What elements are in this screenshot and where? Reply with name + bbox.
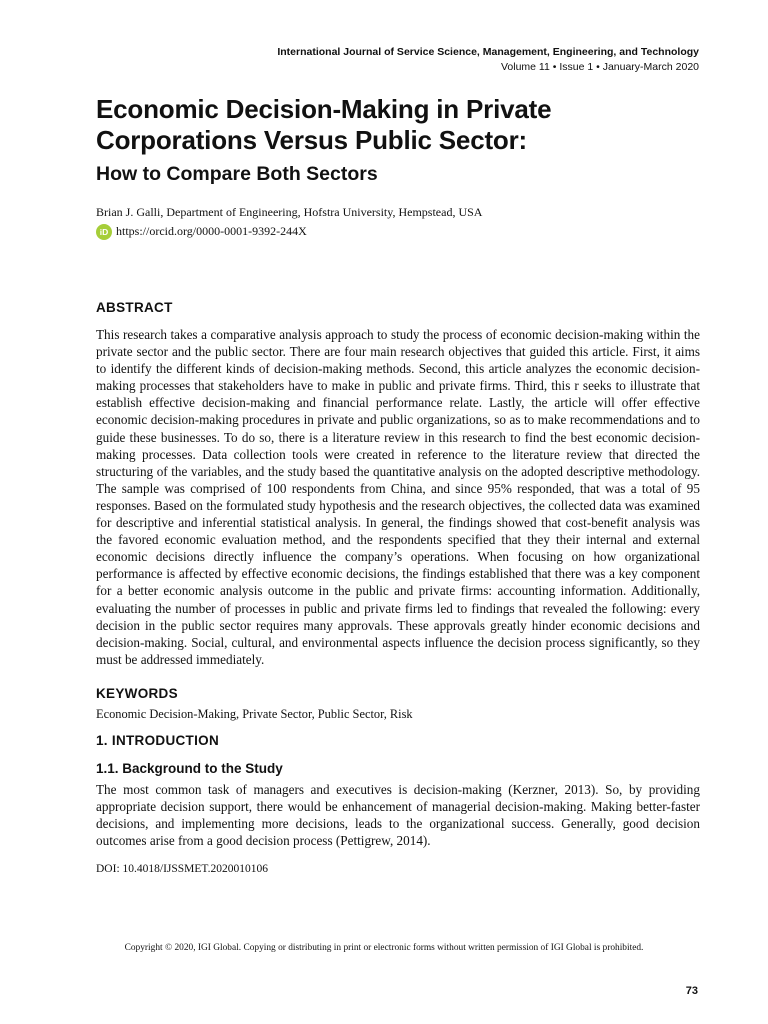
orcid-icon[interactable]: iD xyxy=(96,224,112,240)
journal-header xyxy=(277,45,699,75)
introduction-text: The most common task of managers and executives is decision-making (Kerzner, 2013). So, by providing appropriate decision support, there would be enhancement of managerial decision-making. Making better-faster decisions, and implementing more decisions, leads to the organizational success. Generally, good decision outcomes arise from a good decision process (Pettigrew, 2014). xyxy=(96,781,700,849)
abstract-heading: ABSTRACT xyxy=(96,300,173,315)
doi[interactable]: DOI: 10.4018/IJSSMET.2020010106 xyxy=(96,863,268,876)
keywords-text: Economic Decision-Making, Private Sector, Public Sector, Risk xyxy=(96,706,413,721)
author-affiliation: Brian J. Galli, Department of Engineering, Hofstra University, Hempstead, USA xyxy=(96,205,483,219)
orcid-row xyxy=(96,223,700,240)
abstract-text: This research takes a comparative analysis approach to study the process of economic decision-making within the private sector and the public sector. There are four main research objectives that guided this article. First, it aims to identify the different kinds of decision-making methods. Second, this article analyzes the economic decision-making processes that stakeholders have to make in public and private firms. Third, this r seeks to illustrate that establish effective decision-making and financial performance relate. Lastly, the article will offer effective economic decision-making procedures in private and public organizations, so as to make recommendations and to guide these businesses. To do so, there is a literature review in this research to find the best economic decision-making processes. Data collection tools were created in reference to the literature review that directed the structuring of the variables, and the study based the quantitative analysis on the adopted descriptive methodology. The sample was comprised of 100 respondents from China, and since 95% responded, that was a total of 95 responses. Based on the formulated study hypothesis and the research objectives, the collected data was examined for descriptive and inferential statistical analysis. In general, the findings showed that cost-benefit analysis was the favored economic evaluation method, and the respondents specified that they their internal and external economic decisions directly influence the company’s operations. When focusing on how organizational performance is affected by effective economic decisions, the findings established that there was a key component for a better economic analysis outcome in the public and private firms: accounting information. Additionally, evaluating the number of processes in public and private firms led to findings that revealed the following: every decision in the public sector requires many approvals. These approvals greatly hinder economic decisions and decision-making. Social, cultural, and environmental aspects influence the decision process significantly, so they must be addressed immediately. xyxy=(96,327,700,667)
keywords-heading: KEYWORDS xyxy=(96,685,178,701)
background-subheading: 1.1. Background to the Study xyxy=(96,760,283,776)
article-title: Economic Decision-Making in Private Corporations Versus Public Sector: xyxy=(96,94,552,155)
article-body xyxy=(96,94,700,877)
orcid-link[interactable]: https://orcid.org/0000-0001-9392-244X xyxy=(116,224,307,238)
article-subtitle: How to Compare Both Sectors xyxy=(96,163,378,185)
copyright-notice: Copyright © 2020, IGI Global. Copying or distributing in print or electronic forms without written permission of IGI Global is prohibited. xyxy=(124,943,644,953)
journal-issue: Volume 11 • Issue 1 • January-March 2020 xyxy=(500,61,699,73)
introduction-heading: 1. INTRODUCTION xyxy=(96,732,220,748)
page-number: 73 xyxy=(685,985,698,997)
journal-name: International Journal of Service Science, Management, Engineering, and Technology xyxy=(277,46,699,58)
